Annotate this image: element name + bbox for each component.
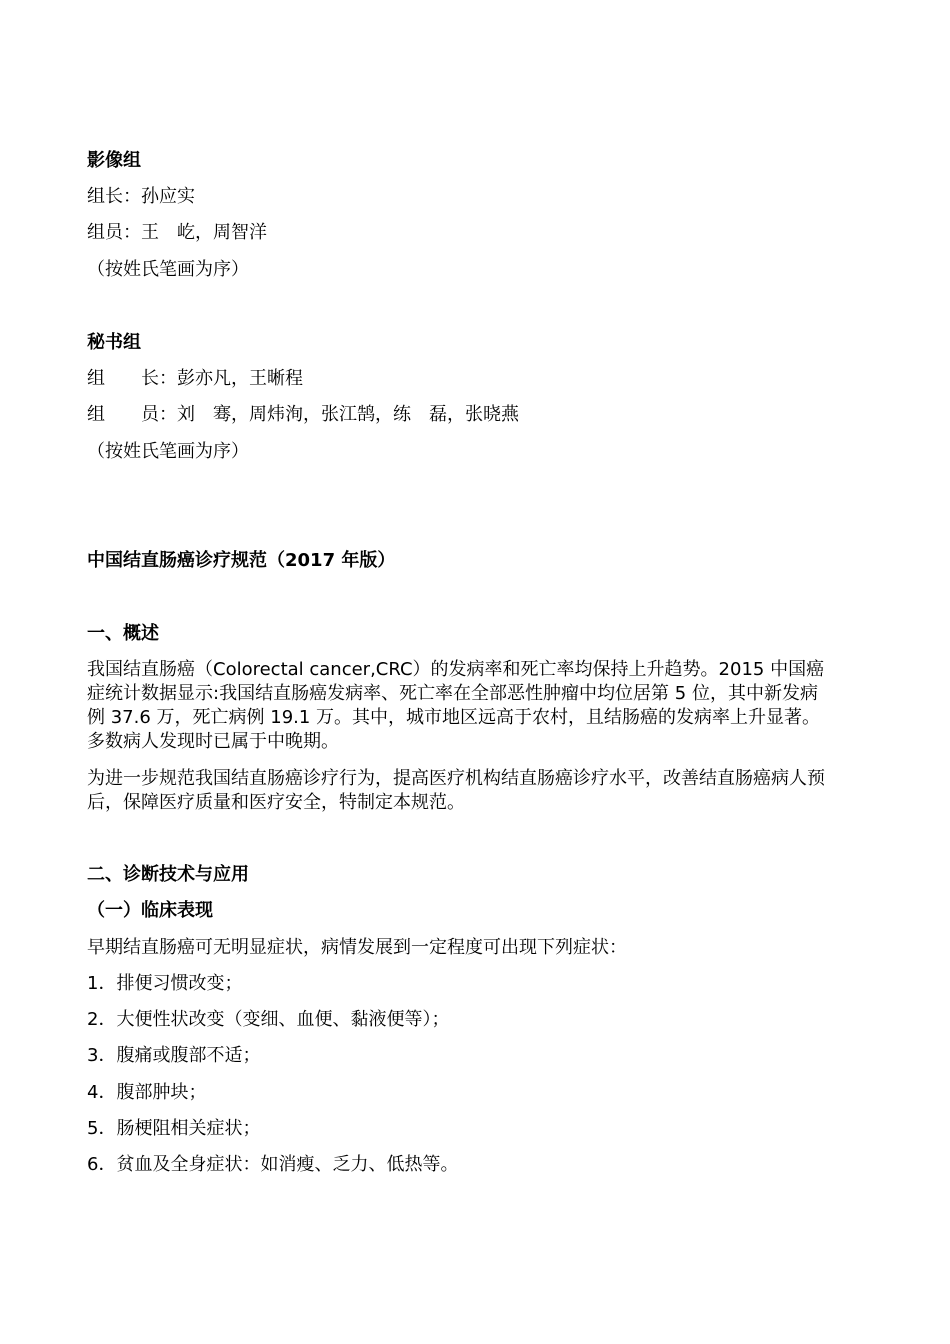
imaging-group-heading: 影像组 bbox=[87, 150, 141, 171]
section-diagnosis-heading: 二、诊断技术与应用 bbox=[87, 864, 249, 885]
secretary-group-leader: 组 长：彭亦凡，王晰程 bbox=[87, 368, 303, 389]
symptom-item: 4．腹部肿块； bbox=[87, 1082, 207, 1103]
overview-p1-line: 我国结直肠癌（Colorectal cancer,CRC）的发病率和死亡率均保持上升趋势。2015 中国癌 bbox=[87, 659, 825, 680]
imaging-group-note: （按姓氏笔画为序） bbox=[87, 259, 249, 280]
imaging-group-leader: 组长：孙应实 bbox=[87, 186, 195, 207]
symptom-item: 1．排便习惯改变； bbox=[87, 973, 243, 994]
symptom-item: 2．大便性状改变（变细、血便、黏液便等）； bbox=[87, 1009, 450, 1030]
overview-p1-line: 例 37.6 万，死亡病例 19.1 万。其中，城市地区远高于农村，且结肠癌的发病率上升显著。 bbox=[87, 707, 821, 728]
document-title: 中国结直肠癌诊疗规范（2017 年版） bbox=[87, 550, 396, 571]
overview-p2-line: 后，保障医疗质量和医疗安全，特制定本规范。 bbox=[87, 792, 465, 813]
overview-paragraph-2 bbox=[87, 767, 865, 815]
overview-paragraph-1 bbox=[87, 658, 865, 754]
clinical-intro: 早期结直肠癌可无明显症状，病情发展到一定程度可出现下列症状： bbox=[87, 937, 627, 958]
secretary-group-members: 组 员：刘 骞，周炜洵，张江鹄，练 磊，张晓燕 bbox=[87, 404, 519, 425]
symptom-item: 6．贫血及全身症状：如消瘦、乏力、低热等。 bbox=[87, 1154, 459, 1175]
secretary-group-note: （按姓氏笔画为序） bbox=[87, 441, 249, 462]
secretary-group-heading: 秘书组 bbox=[87, 332, 141, 353]
overview-p1-line: 多数病人发现时已属于中晚期。 bbox=[87, 731, 339, 752]
symptom-item: 3．腹痛或腹部不适； bbox=[87, 1045, 261, 1066]
overview-p2-line: 为进一步规范我国结直肠癌诊疗行为，提高医疗机构结直肠癌诊疗水平，改善结直肠癌病人预 bbox=[87, 768, 825, 789]
overview-p1-line: 症统计数据显示:我国结直肠癌发病率、死亡率在全部恶性肿瘤中均位居第 5 位，其中新发病 bbox=[87, 683, 818, 704]
imaging-group-members: 组员：王 屹，周智洋 bbox=[87, 222, 267, 243]
clinical-manifestation-subheading: （一）临床表现 bbox=[87, 900, 213, 921]
section-overview-heading: 一、概述 bbox=[87, 623, 159, 644]
symptom-item: 5．肠梗阻相关症状； bbox=[87, 1118, 261, 1139]
